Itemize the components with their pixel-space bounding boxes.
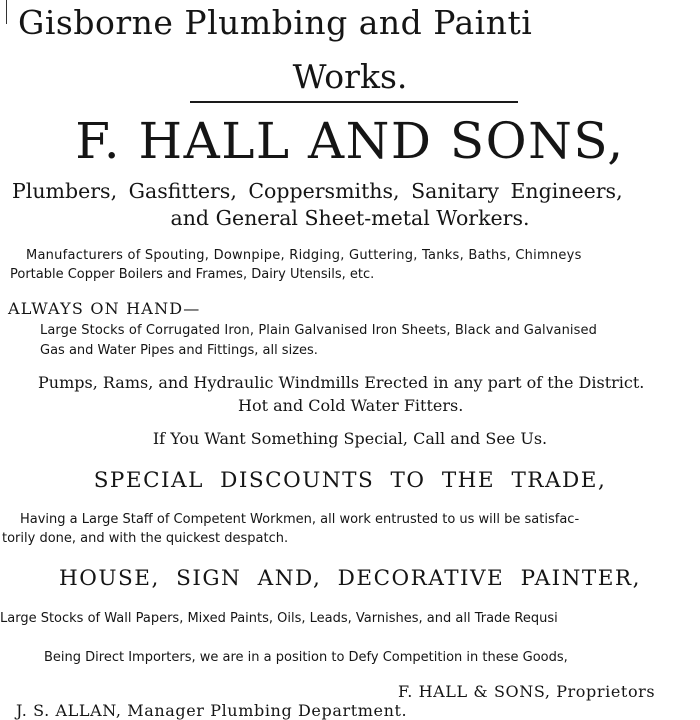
heading-divider: [190, 101, 518, 103]
firm-name: F. HALL AND SONS,: [75, 112, 625, 170]
manufacturers-line-2: Portable Copper Boilers and Frames, Dairy Utensils, etc.: [10, 267, 375, 282]
trades-line-2: and General Sheet-metal Workers.: [170, 206, 530, 230]
heading-line-1: Gisborne Plumbing and Painti: [18, 3, 533, 42]
manufacturers-line-1: Manufacturers of Spouting, Downpipe, Ridging, Guttering, Tanks, Baths, Chimneys: [26, 248, 582, 263]
column-rule: [6, 0, 7, 24]
staff-line-1: Having a Large Staff of Competent Workmen, all work entrusted to us will be satisfac-: [20, 512, 580, 527]
stocks-line-2: Gas and Water Pipes and Fittings, all sizes.: [40, 343, 318, 358]
trades-line-1: Plumbers, Gasfitters, Coppersmiths, Sanitary Engineers,: [12, 179, 623, 203]
painter-heading: HOUSE, SIGN AND, DECORATIVE PAINTER,: [59, 566, 641, 591]
staff-line-2: torily done, and with the quickest despatch.: [2, 531, 289, 546]
manager-signature: J. S. ALLAN, Manager Plumbing Department.: [16, 701, 408, 720]
importers-line: Being Direct Importers, we are in a position to Defy Competition in these Goods,: [44, 650, 568, 665]
always-on-hand-heading: ALWAYS ON HAND—: [8, 299, 201, 318]
wallpapers-line: Large Stocks of Wall Papers, Mixed Paints, Oils, Leads, Varnishes, and all Trade Requsi: [0, 611, 558, 626]
stocks-line-1: Large Stocks of Corrugated Iron, Plain Galvanised Iron Sheets, Black and Galvanised: [40, 323, 597, 338]
pumps-line-2: Hot and Cold Water Fitters.: [238, 396, 464, 415]
discounts-heading: SPECIAL DISCOUNTS TO THE TRADE,: [93, 468, 607, 493]
special-call: If You Want Something Special, Call and See Us.: [152, 429, 548, 448]
pumps-line-1: Pumps, Rams, and Hydraulic Windmills Erected in any part of the District.: [38, 373, 645, 392]
heading-line-2: Works.: [292, 57, 408, 96]
proprietors-signature: F. HALL & SONS, Proprietors: [398, 682, 656, 701]
